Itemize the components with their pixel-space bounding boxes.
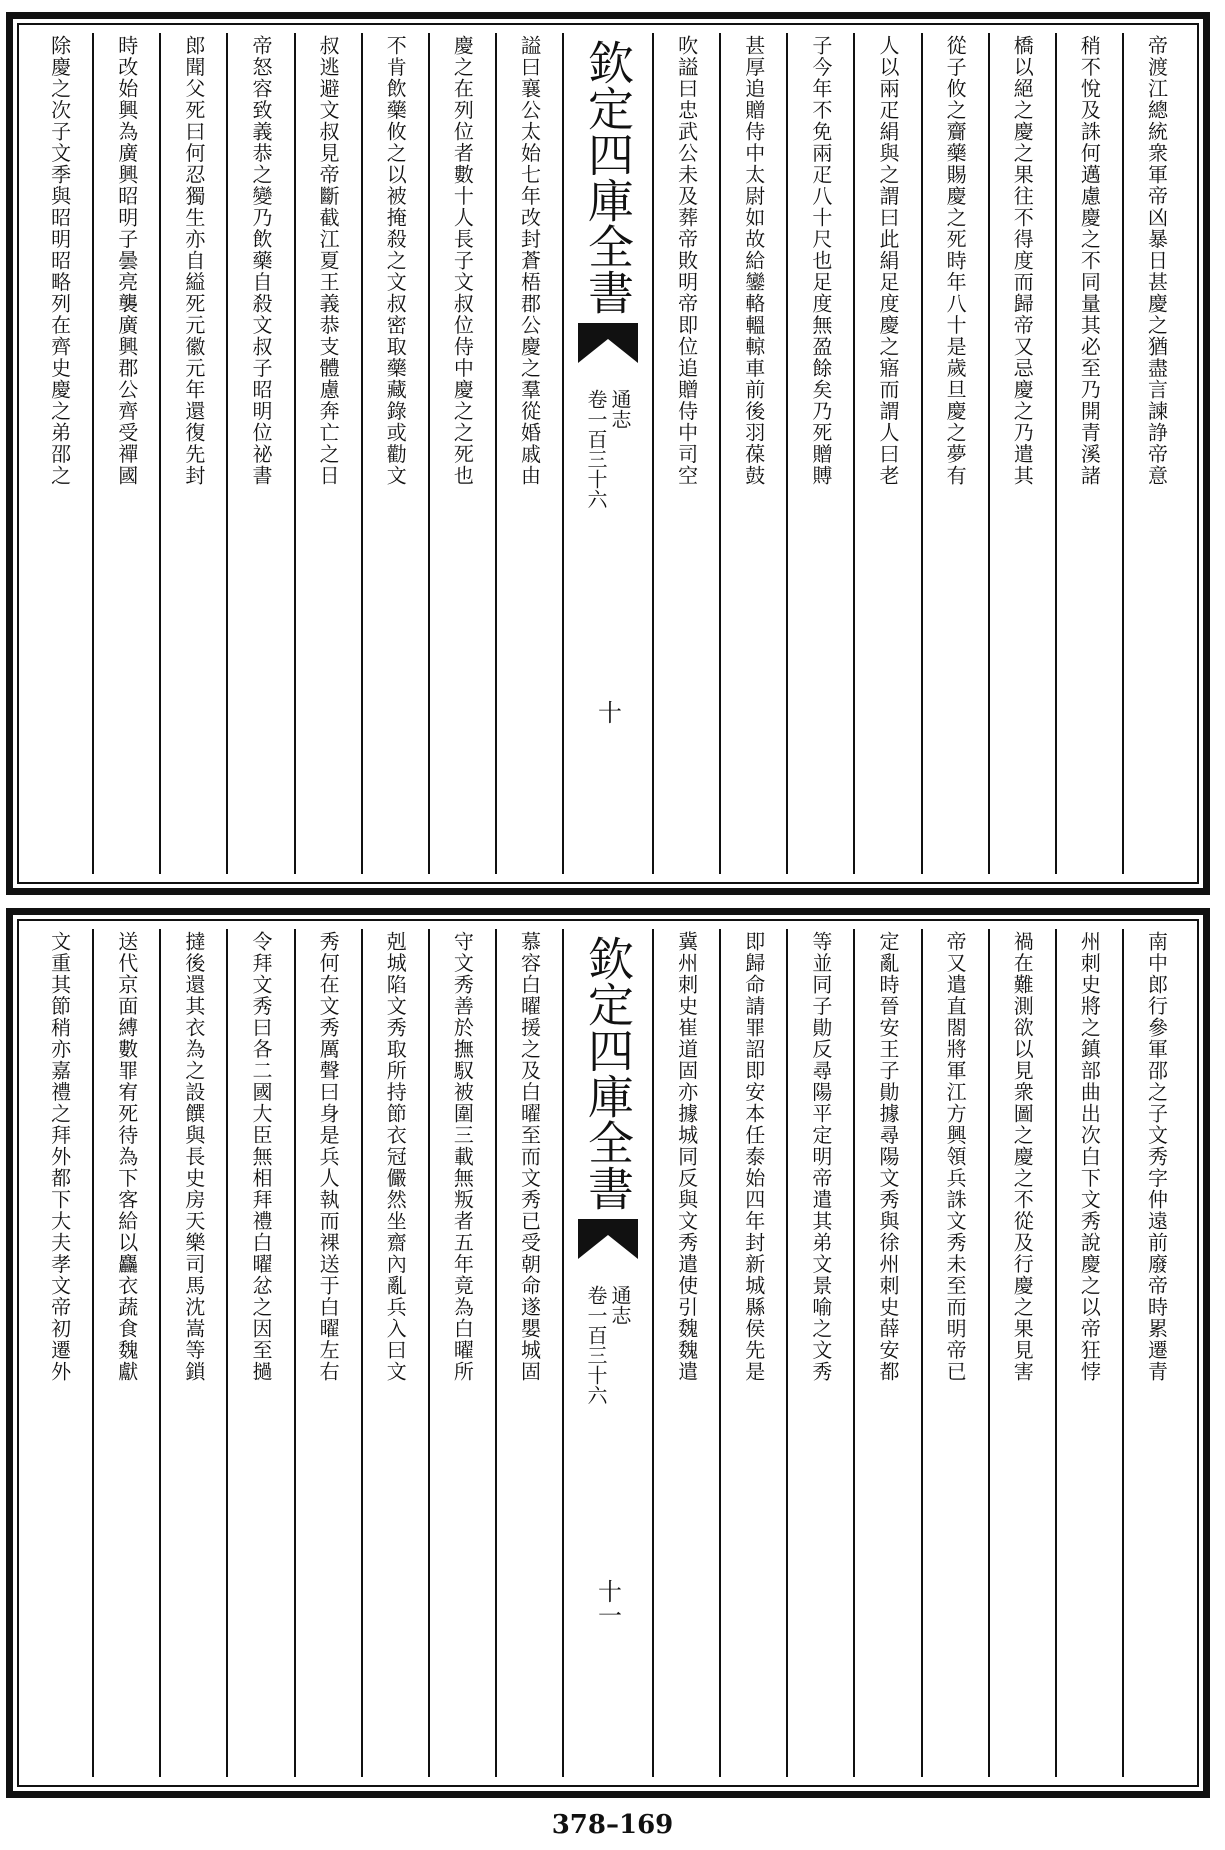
bottom-col-r3 [988,929,1055,1777]
text-column: 帝又遣直閤將軍江方興領兵誅文秀未至而明帝已 [943,931,968,1383]
text-column: 橋以絕之慶之果往不得度而歸帝又忌慶之乃遣其 [1010,35,1035,487]
text-column: 等並同子勛反尋陽平定明帝遣其弟文景喻之文秀 [808,931,833,1383]
bottom-col-l6 [159,929,226,1777]
text-column: 稍不悅及誅何邁慮慶之不同量其必至乃開青溪諸 [1077,35,1102,487]
top-col-r5 [853,33,920,874]
fold-meta [586,1285,630,1405]
text-column: 剋城陷文秀取所持節衣冠儼然坐齋內亂兵入曰文 [383,931,408,1383]
book-name: 通志 [608,1285,632,1325]
text-column: 帝渡江總統衆軍帝凶暴日甚慶之猶盡言諫諍帝意 [1144,35,1169,487]
text-column: 冀州刺史崔道固亦據城同反與文秀遣使引魏魏遣 [674,931,699,1383]
text-column: 州刺史將之鎮部曲出次白下文秀說慶之以帝狂悖 [1077,931,1102,1383]
bottom-col-r1 [1122,929,1189,1777]
top-col-r4 [921,33,988,874]
top-col-r7 [719,33,786,874]
top-col-l3 [361,33,428,874]
top-col-r2 [1055,33,1122,874]
text-column: 秀何在文秀厲聲曰身是兵人執而裸送于白曜左右 [316,931,341,1383]
text-column: 撻後還其衣為之設饌與長史房天樂司馬沈嵩等鎖 [181,931,206,1383]
bottom-col-r5 [853,929,920,1777]
text-column: 時改始興為廣興昭明子曇亮襲廣興郡公齊受禪國 [114,35,139,487]
bottom-col-l7 [92,929,159,1777]
text-column: 人以兩疋絹與之謂曰此絹足度慶之寤而謂人曰老 [875,35,900,487]
bottom-col-l3 [361,929,428,1777]
top-col-r1 [1122,33,1189,874]
book-title: 欽定四庫全書 [581,935,635,1211]
text-column: 不肯飲藥攸之以被掩殺之文叔密取藥藏錄或勸文 [383,35,408,487]
text-column: 令拜文秀曰各二國大臣無相拜禮白曜忿之因至撾 [248,931,273,1383]
text-column: 甚厚追贈侍中太尉如故給鑾輅轀輬車前後羽葆鼓 [741,35,766,487]
bottom-center-fold [562,929,652,1777]
page-number: 378–169 [551,1810,674,1840]
bottom-col-r2 [1055,929,1122,1777]
text-column: 南中郎行參軍邵之子文秀字仲遠前廢帝時累遷青 [1144,931,1169,1383]
bottom-col-r7 [719,929,786,1777]
top-col-l5 [226,33,293,874]
book-name: 通志 [608,389,632,429]
top-page-frame [6,12,1210,895]
text-column: 郎聞父死曰何忍獨生亦自縊死元徽元年還復先封 [181,35,206,487]
bottom-page-frame [6,908,1210,1798]
bottom-col-r4 [921,929,988,1777]
text-column: 文重其節稍亦嘉禮之拜外都下大夫孝文帝初遷外 [47,931,72,1383]
text-column: 從子攸之齎藥賜慶之死時年八十是歲旦慶之夢有 [943,35,968,487]
fold-meta [586,389,630,509]
text-column: 叔逃避文叔見帝斷截江夏王義恭支體慮奔亡之日 [316,35,341,487]
fish-tail-mark-icon [578,323,638,363]
text-column: 帝怒容致義恭之變乃飲藥自殺文叔子昭明位祕書 [248,35,273,487]
volume-label: 卷一百三十六 [584,389,608,509]
bottom-col-l1 [495,929,562,1777]
top-center-fold [562,33,652,874]
fish-tail-mark-icon [578,1219,638,1259]
text-column: 禍在難測欲以見衆圖之慶之不從及行慶之果見害 [1010,931,1035,1383]
text-column: 謚曰襄公太始七年改封蒼梧郡公慶之羣從婚戚由 [517,35,542,487]
text-column: 送代京面縛數罪宥死待為下客給以麤衣蔬食魏獻 [114,931,139,1383]
text-column: 慕容白曜援之及白曜至而文秀已受朝命遂嬰城固 [517,931,542,1383]
bottom-col-l8 [27,929,92,1777]
bottom-col-l4 [294,929,361,1777]
folio-number: 十 [593,700,622,724]
top-col-l6 [159,33,226,874]
book-title: 欽定四庫全書 [581,39,635,315]
bottom-col-l5 [226,929,293,1777]
top-col-l4 [294,33,361,874]
bottom-text-columns [27,929,1189,1777]
text-column: 吹謚曰忠武公未及葬帝敗明帝即位追贈侍中司空 [674,35,699,487]
text-column: 即歸命請罪詔即安本任泰始四年封新城縣侯先是 [741,931,766,1383]
bottom-col-l2 [428,929,495,1777]
text-column: 慶之在列位者數十人長子文叔位侍中慶之之死也 [450,35,475,487]
top-col-r3 [988,33,1055,874]
top-col-r6 [786,33,853,874]
bottom-col-r6 [786,929,853,1777]
text-column: 除慶之次子文季與昭明昭略列在齊史慶之弟邵之 [47,35,72,487]
text-column: 定亂時晉安王子勛據尋陽文秀與徐州刺史薛安都 [875,931,900,1383]
volume-label: 卷一百三十六 [584,1285,608,1405]
top-col-l8 [27,33,92,874]
text-column: 子今年不免兩疋八十尺也足度無盈餘矣乃死贈賻 [808,35,833,487]
bottom-col-r8 [652,929,719,1777]
folio-number: 十一 [593,1579,622,1627]
top-col-l7 [92,33,159,874]
text-column: 守文秀善於撫馭被圍三載無叛者五年竟為白曜所 [450,931,475,1383]
top-text-columns [27,33,1189,874]
top-col-l2 [428,33,495,874]
top-col-l1 [495,33,562,874]
top-col-r8 [652,33,719,874]
